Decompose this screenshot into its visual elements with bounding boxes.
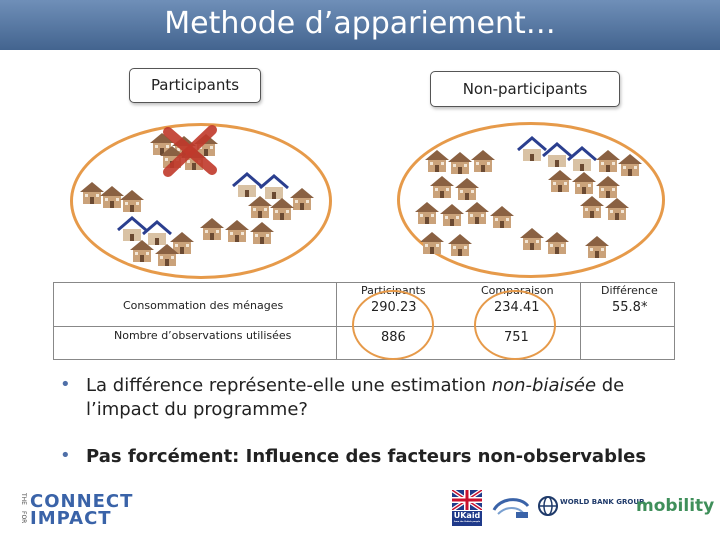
table-cell: 751 [504, 330, 529, 345]
ukaid-logo [452, 490, 482, 526]
mobility-logo [636, 492, 715, 522]
bullet-1-text-b: de l’impact du programme? [86, 375, 625, 420]
nonparticipant-houses [415, 138, 642, 258]
bullet-1-text [86, 374, 686, 422]
table-col-divider [336, 283, 337, 359]
swirl-icon [490, 492, 532, 524]
table-header-comparaison: Comparaison [481, 284, 554, 297]
connect-for-impact-logo [20, 491, 134, 529]
world-bank-text: WORLD BANK GROUP [560, 498, 645, 506]
ukaid-subtext: from the British people [453, 521, 481, 523]
bullet-2-text: Pas forcément: Influence des facteurs non-observables [86, 446, 647, 467]
slide-title: Methode d’appariement… [164, 6, 556, 41]
highlight-circle-comparison [474, 290, 556, 360]
participants-label: Participants [150, 76, 240, 94]
table-cell: 290.23 [371, 300, 417, 315]
bullet-1-emphasis: non-biaisée [491, 375, 597, 396]
bullet-1-text-a: La différence représente-elle une estimation [86, 375, 492, 396]
logo-impact-text: IMPACT [30, 508, 112, 529]
table-cell: 55.8* [612, 300, 648, 315]
nonparticipants-label: Non-participants [462, 80, 588, 98]
swirl-partner-logo [490, 492, 532, 524]
table-col-divider [580, 283, 581, 359]
table-cell: 234.41 [494, 300, 540, 315]
highlight-circle-participants [352, 290, 434, 360]
table-row-label: Consommation des ménages [123, 299, 284, 312]
logo-connect-text: CONNECT [30, 491, 134, 512]
logo-small-bottom: FOR [20, 511, 27, 524]
bullet-dot: • [60, 445, 71, 466]
table-cell: 886 [381, 330, 406, 345]
logo-small-top: THE [20, 493, 27, 505]
table-row-label: Nombre d’observations utilisées [114, 329, 292, 342]
ukaid-text: UKaid [453, 511, 481, 520]
uk-flag-icon [452, 490, 482, 510]
table-header-participants: Participants [361, 284, 426, 297]
mobility-text: mobility [636, 496, 715, 516]
bullet-dot: • [60, 374, 71, 395]
world-bank-group-logo [538, 494, 645, 520]
table-header-difference: Différence [601, 284, 658, 297]
globe-icon [538, 496, 558, 516]
